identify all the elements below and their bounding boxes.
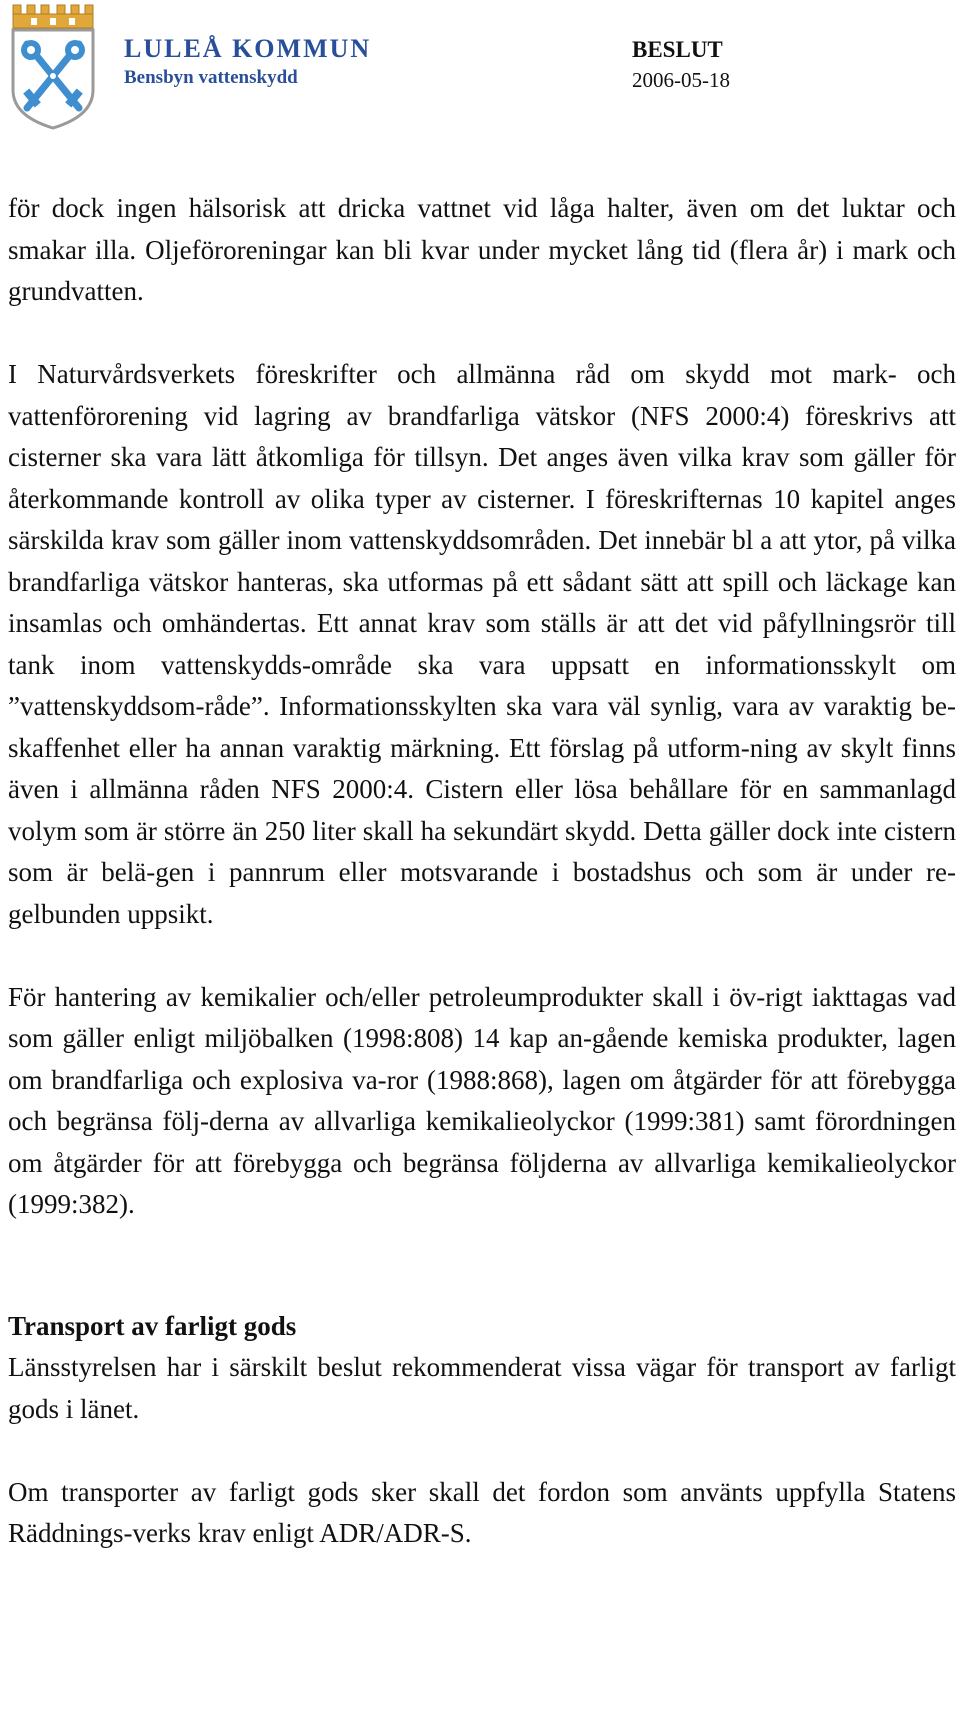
paragraph: Länsstyrelsen har i särskilt beslut rekommenderat vissa vägar för transport av farligt gods i länet. [8,1352,956,1424]
document-type: BESLUT [632,37,723,62]
paragraph: Om transporter av farligt gods sker skall det fordon som använts uppfylla Statens Räddnings-verks krav enligt ADR/ADR-S. [8,1476,956,1548]
document-meta [632,36,730,94]
document-body [8,188,956,1555]
department-name: Bensbyn vattenskydd [124,67,298,88]
organization-block [124,34,371,90]
organization-name: LULEÅ KOMMUN [124,34,372,63]
paragraph: I Naturvårdsverkets föreskrifter och allmänna råd om skydd mot mark- och vattenförorening vid lagring av brandfarliga vätskor (NFS 2000:4) föreskrivs att cisterner ska vara lätt åtkomliga för tillsyn. Det anges även vilka krav som gäller för återkommande kontroll av olika typer av cisterner. I föreskrifternas 10 kapitel anges särskilda krav som gäller inom vattenskyddsområden. Det innebär bl a att ytor, på vilka brandfarliga vätskor hanteras, ska utformas på ett sådant sätt att spill och läckage kan insamlas och omhändertas. Ett annat krav som ställs är att det vid påfyllningsrör till tank inom vattenskydds-område ska vara uppsatt en informationsskylt om ”vattenskyddsom-råde”. Informationsskylten ska vara väl synlig, vara av varaktig be-skaffenhet eller ha annan varaktig märkning. Ett förslag på utform-ning av skylt finns även i allmänna råden NFS 2000:4. Cistern eller lösa behållare för en sammanlagd volym som är större än 250 liter skall ha sekundärt skydd. Detta gäller dock inte cistern som är belä-gen i pannrum eller motsvarande i bostadshus och som är under re-gelbunden uppsikt. [8,359,956,929]
paragraph: För hantering av kemikalier och/eller petroleumprodukter skall i öv-rigt iakttagas vad som gäller enligt miljöbalken (1998:808) 14 kap an-gående kemiska produkter, lagen om brandfarliga och explosiva va-ror (1988:868), lagen om åtgärder för att förebygga och begränsa följ-derna av allvarliga kemikalieolyckor (1999:381) samt förordningen om åtgärder för att förebygga och begränsa följderna av allvarliga kemikalieolyckor (1999:382). [8,981,956,1219]
document-date: 2006-05-18 [632,68,730,92]
document-header [0,0,960,140]
lulea-crest-icon [7,2,99,132]
paragraph: för dock ingen hälsorisk att dricka vattnet vid låga halter, även om det luktar och smakar illa. Oljeföroreningar kan bli kvar under mycket lång tid (flera år) i mark och grundvatten. [8,193,956,306]
section-heading: Transport av farligt gods [8,1310,297,1341]
